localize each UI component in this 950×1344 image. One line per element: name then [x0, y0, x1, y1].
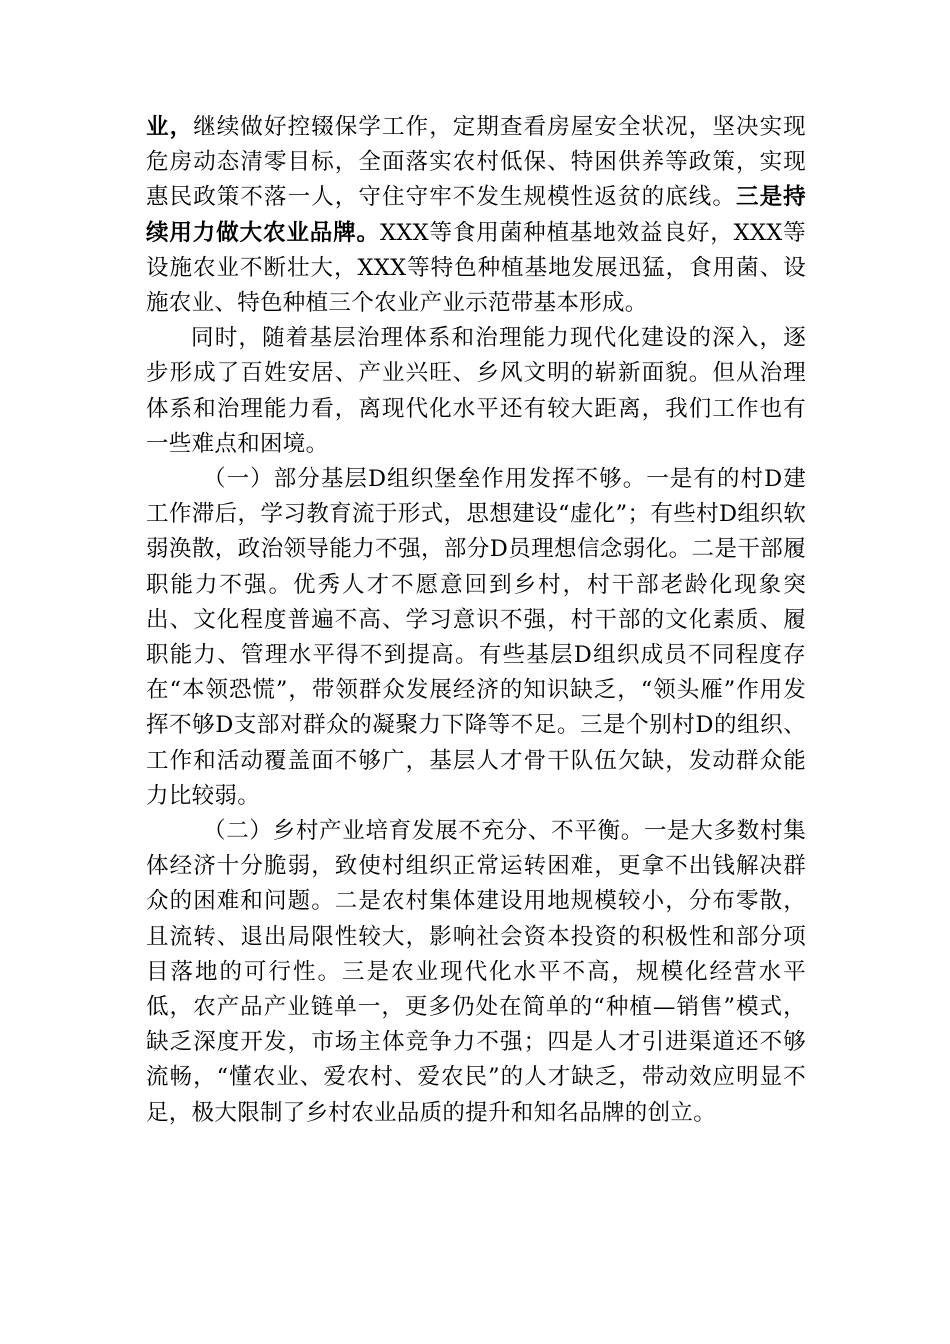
paragraph-rural-revitalization: [146, 110, 806, 321]
paragraph-lead-bold: 业，: [146, 114, 194, 140]
paragraph-text: XXX等食用菌种植基地效益良好，XXX等设施农业不断壮大，XXX等特色种植基地发展迅猛，食用菌、设施农业、特色种植三个农业产业示范带基本形成。: [146, 219, 806, 317]
paragraph-heading-bold: 三是持续用力做大农业品牌。: [146, 184, 806, 246]
document-page: [146, 110, 806, 1131]
paragraph-text: 继续做好控辍保学工作，定期查看房屋安全状况，坚决实现危房动态清零目标，全面落实农村低保、特困供养等政策，实现惠民政策不落一人，守住守牢不发生规模性返贫的底线。: [146, 114, 806, 211]
paragraph-section-two: （二）乡村产业培育发展不充分、不平衡。一是大多数村集体经济十分脆弱，致使村组织正常运转困难，更拿不出钱解决群众的困难和问题。二是农村集体建设用地规模较小，分布零散，且流转、退出局限性较大，影响社会资本投资的积极性和部分项目落地的可行性。三是农业现代化水平不高，规模化经营水平低，农产品产业链单一，更多仍处在简单的“种植—销售”模式，缺乏深度开发，市场主体竞争力不强；四是人才引进渠道还不够流畅，“懂农业、爱农村、爱农民”的人才缺乏，带动效应明显不足，极大限制了乡村农业品质的提升和知名品牌的创立。: [146, 818, 806, 1126]
paragraph-governance: 同时，随着基层治理体系和治理能力现代化建设的深入，逐步形成了百姓安居、产业兴旺、乡风文明的崭新面貌。但从治理体系和治理能力看，离现代化水平还有较大距离，我们工作也有一些难点和困境。: [146, 325, 806, 457]
paragraph-section-one: （一）部分基层D组织堡垒作用发挥不够。一是有的村D建工作滞后，学习教育流于形式，思想建设“虚化”；有些村D组织软弱涣散，政治领导能力不强，部分D员理想信念弱化。二是干部履职能力不强。优秀人才不愿意回到乡村，村干部老龄化现象突出、文化程度普遍不高、学习意识不强，村干部的文化素质、履职能力、管理水平得不到提高。有些基层D组织成员不同程度存在“本领恐慌”，带领群众发展经济的知识缺乏，“领头雁”作用发挥不够D支部对群众的凝聚力下降等不足。三是个别村D的组织、工作和活动覆盖面不够广，基层人才骨干队伍欠缺，发动群众能力比较弱。: [146, 466, 806, 809]
